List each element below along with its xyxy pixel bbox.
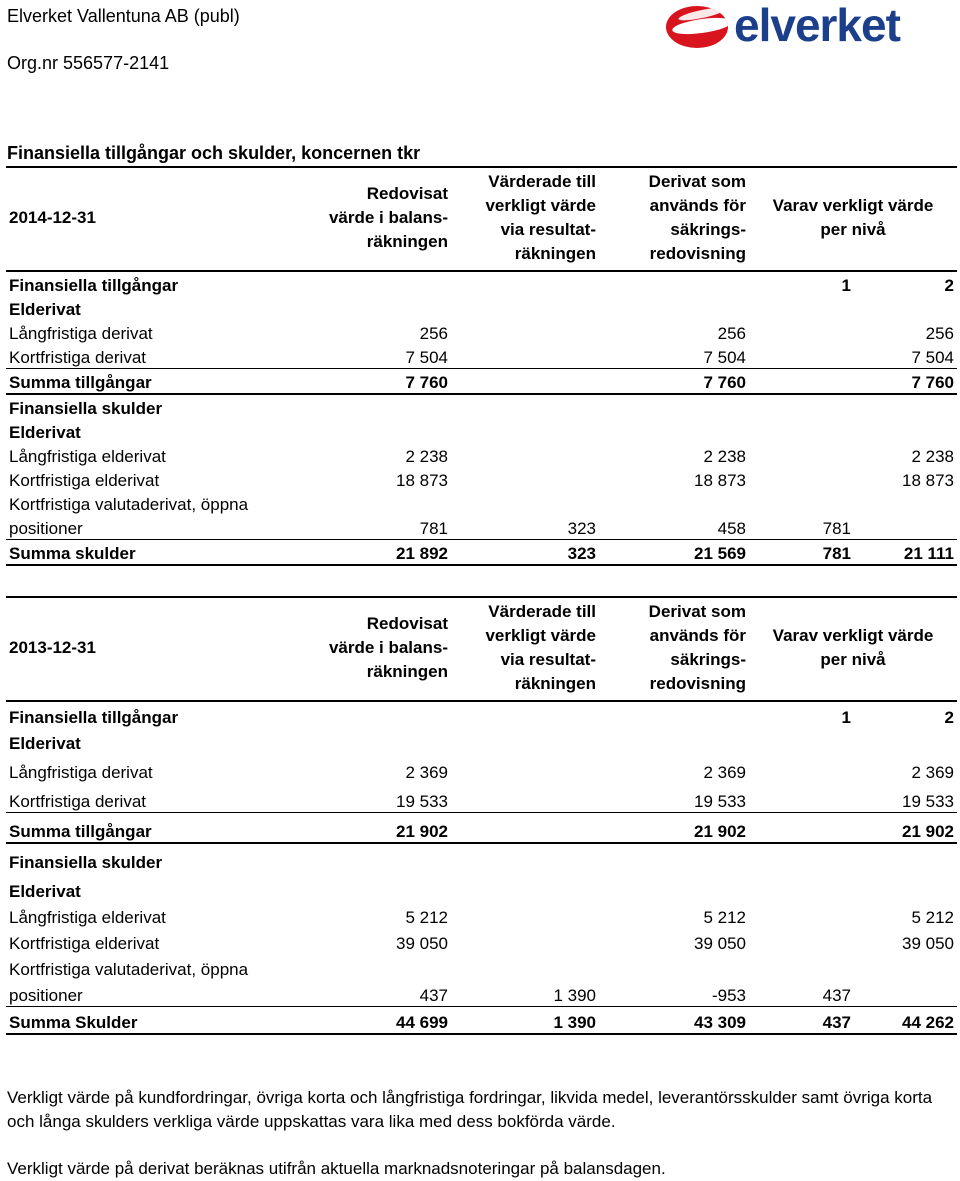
cell-carrying: 19 533 [306, 783, 451, 813]
cell-derivatives: 256 [717, 324, 746, 343]
section-title: Finansiella tillgångar och skulder, koncernen tkr [7, 143, 421, 163]
cell-level-1 [749, 320, 854, 344]
liabilities-heading-row [6, 394, 957, 419]
table-row [6, 783, 957, 813]
cell-level-2: 5 212 [911, 908, 955, 927]
elderivat-assets-row [6, 728, 957, 754]
cell-level-2: 21 902 [854, 813, 957, 844]
row-label: Långfristiga elderivat [9, 447, 166, 466]
company-name: Elverket Vallentuna AB (publ) [7, 6, 240, 26]
elderivat-liab-row [6, 419, 957, 443]
org-number: Org.nr 556577-2141 [7, 53, 170, 73]
cell-level-1 [749, 813, 854, 844]
fx-label-row [6, 954, 957, 980]
table-row [6, 515, 957, 540]
row-label: Summa tillgångar [6, 813, 306, 844]
sum-assets-row [6, 813, 957, 844]
col-header-derivatives: Derivat som används för säkrings- redovisning [648, 172, 746, 263]
fx-label-row [6, 491, 957, 515]
cell-fair-value [451, 813, 599, 844]
table-date: 2013-12-31 [9, 638, 96, 657]
cell-derivatives: 43 309 [599, 1007, 749, 1035]
sum-assets-row [6, 369, 957, 395]
sum-liabilities-row [6, 540, 957, 566]
row-label: Summa skulder [6, 540, 306, 566]
cell-carrying: 2 238 [405, 447, 448, 466]
cell-fair-value [451, 928, 599, 954]
level-1-label: 1 [841, 276, 851, 295]
footnote-fair-value-receivables: Verkligt värde på kundfordringar, övriga korta och långfristiga fordringar, likvida medel, leverantörsskulder samt övriga korta och långa skulders verkliga värde uppskattas vara lika med dess bokförda värde. [7, 1088, 933, 1131]
cell-level-1: 781 [749, 540, 854, 566]
cell-level-2: 2 238 [911, 447, 955, 466]
row-label: Summa Skulder [6, 1007, 306, 1035]
table-date: 2014-12-31 [9, 208, 96, 227]
cell-level-1 [749, 369, 854, 395]
elderivat-liab-row [6, 873, 957, 902]
elderivat-label: Elderivat [9, 300, 81, 319]
elverket-logo [666, 0, 928, 51]
cell-fair-value [451, 443, 599, 467]
cell-fair-value [451, 344, 599, 369]
row-label: Kortfristiga elderivat [9, 471, 160, 490]
cell-level-1 [749, 754, 854, 783]
cell-carrying: 44 699 [306, 1007, 451, 1035]
cell-fair-value [451, 783, 599, 813]
cell-derivatives: -953 [599, 980, 749, 1007]
assets-heading-row [6, 701, 957, 728]
col-header-derivatives: Derivat som används för säkrings- redovisning [648, 602, 746, 693]
cell-derivatives: 5 212 [703, 908, 746, 927]
cell-fair-value [451, 902, 599, 928]
cell-fair-value [451, 369, 599, 395]
cell-level-2 [854, 515, 957, 540]
cell-fair-value: 1 390 [451, 980, 599, 1007]
level-2-label: 2 [944, 276, 955, 295]
assets-heading-row [6, 271, 957, 296]
cell-fair-value: 1 390 [451, 1007, 599, 1035]
cell-fair-value: 323 [451, 515, 599, 540]
cell-derivatives: 21 569 [599, 540, 749, 566]
logo-wordmark: elverket [734, 0, 900, 51]
cell-level-1: 437 [749, 980, 854, 1007]
table-row [6, 928, 957, 954]
cell-carrying: 21 892 [306, 540, 451, 566]
cell-carrying: 39 050 [396, 934, 448, 953]
cell-carrying: 2 369 [405, 763, 448, 782]
elderivat-assets-row [6, 296, 957, 320]
cell-level-2: 21 111 [854, 540, 957, 566]
cell-fair-value [451, 754, 599, 783]
cell-fair-value: 323 [451, 540, 599, 566]
cell-carrying: 5 212 [405, 908, 448, 927]
cell-carrying: 256 [419, 324, 448, 343]
financial-table-2014 [6, 166, 957, 566]
cell-level-1 [749, 928, 854, 954]
elderivat-label: Elderivat [9, 882, 81, 901]
cell-carrying: 18 873 [396, 471, 448, 490]
cell-carrying: 7 760 [306, 369, 451, 395]
table-row [6, 902, 957, 928]
cell-derivatives: 2 369 [703, 763, 746, 782]
row-label: Summa tillgångar [6, 369, 306, 395]
cell-level-2: 7 760 [854, 369, 957, 395]
cell-level-2: 2 369 [911, 763, 955, 782]
table-row [6, 443, 957, 467]
cell-carrying: 437 [306, 980, 451, 1007]
col-header-fair-value: Värderade till verkligt värde via resultat- räkningen [485, 602, 596, 693]
sum-liabilities-row [6, 1007, 957, 1035]
cell-level-1 [749, 467, 854, 491]
row-label: Kortfristiga elderivat [9, 934, 160, 953]
row-label: Långfristiga derivat [9, 763, 153, 782]
col-header-levels: Varav verkligt värde per nivå [772, 196, 934, 239]
logo-swoosh-icon [666, 6, 728, 48]
table-row [6, 320, 957, 344]
cell-derivatives: 458 [599, 515, 749, 540]
table-header-row [6, 597, 957, 701]
cell-level-2: 44 262 [854, 1007, 957, 1035]
table-row [6, 980, 957, 1007]
table-row [6, 344, 957, 369]
cell-level-2: 7 504 [854, 344, 957, 369]
level-2-label: 2 [944, 708, 955, 727]
cell-level-2: 256 [925, 324, 955, 343]
assets-heading: Finansiella tillgångar [9, 708, 179, 727]
cell-level-1 [749, 443, 854, 467]
liabilities-heading-row [6, 843, 957, 873]
cell-level-2: 18 873 [902, 471, 955, 490]
cell-level-1: 437 [749, 1007, 854, 1035]
row-label: Kortfristiga derivat [6, 783, 306, 813]
elderivat-label: Elderivat [9, 734, 81, 753]
cell-derivatives: 18 873 [694, 471, 746, 490]
cell-derivatives: 21 902 [599, 813, 749, 844]
cell-derivatives: 2 238 [703, 447, 746, 466]
cell-level-1 [749, 902, 854, 928]
cell-level-2: 39 050 [902, 934, 955, 953]
assets-heading: Finansiella tillgångar [9, 276, 179, 295]
cell-derivatives: 7 504 [599, 344, 749, 369]
cell-carrying: 7 504 [306, 344, 451, 369]
elderivat-label: Elderivat [9, 423, 81, 442]
cell-level-2 [854, 980, 957, 1007]
level-1-label: 1 [841, 708, 851, 727]
fx-label: Kortfristiga valutaderivat, öppna [9, 495, 249, 514]
row-label: Långfristiga derivat [9, 324, 153, 343]
cell-carrying: 781 [306, 515, 451, 540]
row-label: Långfristiga elderivat [9, 908, 166, 927]
row-label: Kortfristiga derivat [6, 344, 306, 369]
table-row [6, 754, 957, 783]
fx-label: Kortfristiga valutaderivat, öppna [9, 960, 249, 979]
table-header-row [6, 167, 957, 271]
cell-derivatives: 39 050 [694, 934, 746, 953]
liabilities-heading: Finansiella skulder [9, 853, 163, 872]
cell-derivatives: 19 533 [599, 783, 749, 813]
col-header-levels: Varav verkligt värde per nivå [772, 626, 934, 669]
cell-level-1: 781 [749, 515, 854, 540]
cell-level-1 [749, 783, 854, 813]
row-label: positioner [6, 515, 306, 540]
liabilities-heading: Finansiella skulder [9, 399, 163, 418]
cell-level-2: 19 533 [854, 783, 957, 813]
financial-table-2013 [6, 596, 957, 1035]
cell-fair-value [451, 467, 599, 491]
cell-level-1 [749, 344, 854, 369]
col-header-fair-value: Värderade till verkligt värde via resultat- räkningen [485, 172, 596, 263]
table-row [6, 467, 957, 491]
row-label: positioner [6, 980, 306, 1007]
cell-carrying: 21 902 [306, 813, 451, 844]
col-header-carrying: Redovisat värde i balans- räkningen [328, 184, 448, 251]
cell-fair-value [451, 320, 599, 344]
footnote-fair-value-derivatives: Verkligt värde på derivat beräknas utifrån aktuella marknadsnoteringar på balansdagen. [7, 1159, 666, 1178]
col-header-carrying: Redovisat värde i balans- räkningen [328, 614, 448, 681]
cell-derivatives: 7 760 [599, 369, 749, 395]
